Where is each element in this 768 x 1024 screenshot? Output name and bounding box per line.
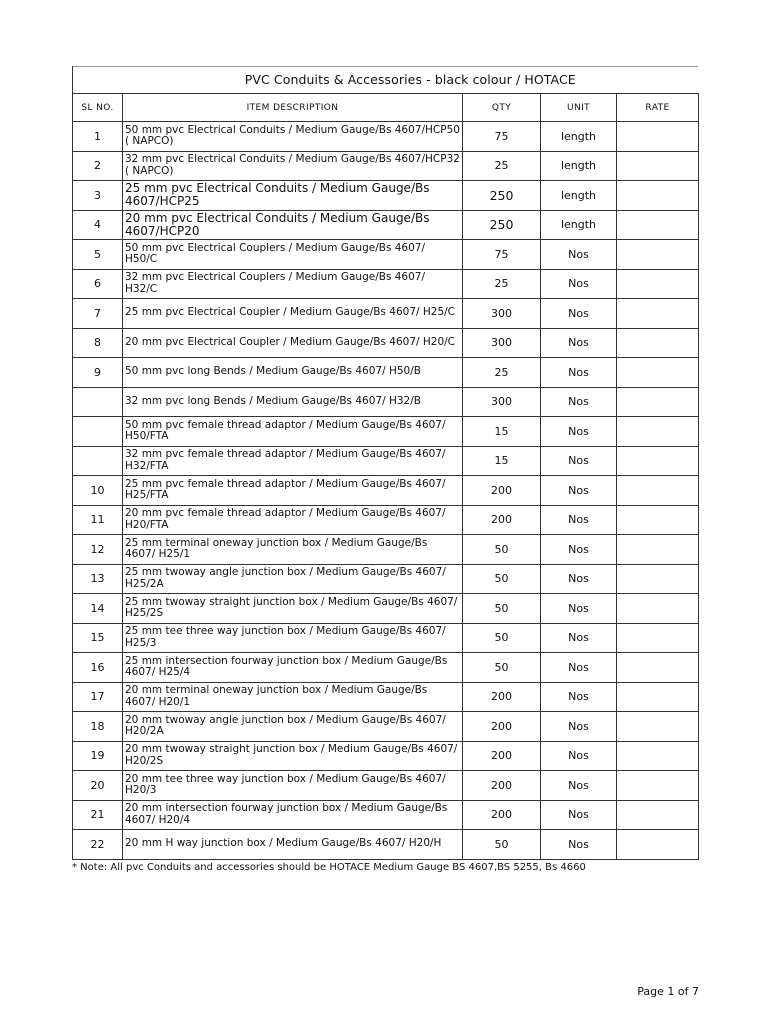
table-row xyxy=(73,594,699,624)
table-row xyxy=(73,712,699,742)
sl-cell: 4 xyxy=(73,210,123,240)
qty-cell: 50 xyxy=(463,623,541,653)
table-row xyxy=(73,210,699,240)
unit-cell: length xyxy=(541,210,617,240)
unit-cell: Nos xyxy=(541,830,617,860)
qty-cell: 50 xyxy=(463,535,541,565)
sl-cell: 3 xyxy=(73,181,123,211)
unit-cell: Nos xyxy=(541,594,617,624)
qty-cell: 200 xyxy=(463,682,541,712)
qty-cell: 25 xyxy=(463,151,541,181)
description-cell: 32 mm pvc Electrical Couplers / Medium Gauge/Bs 4607/ H32/C xyxy=(123,269,463,299)
sl-cell: 10 xyxy=(73,476,123,506)
description-cell: 32 mm pvc Electrical Conduits / Medium Gauge/Bs 4607/HCP32 ( NAPCO) xyxy=(123,151,463,181)
col-header-rate: RATE xyxy=(617,94,699,122)
rate-cell xyxy=(617,682,699,712)
unit-cell: length xyxy=(541,151,617,181)
sl-cell: 17 xyxy=(73,682,123,712)
unit-cell: Nos xyxy=(541,800,617,830)
qty-cell: 200 xyxy=(463,476,541,506)
unit-cell: Nos xyxy=(541,269,617,299)
rate-cell xyxy=(617,830,699,860)
sl-cell: 9 xyxy=(73,358,123,388)
description-cell: 20 mm terminal oneway junction box / Medium Gauge/Bs 4607/ H20/1 xyxy=(123,682,463,712)
description-cell: 20 mm twoway angle junction box / Medium Gauge/Bs 4607/ H20/2A xyxy=(123,712,463,742)
sl-cell: 8 xyxy=(73,328,123,358)
table-row xyxy=(73,741,699,771)
description-cell: 25 mm twoway angle junction box / Medium Gauge/Bs 4607/ H25/2A xyxy=(123,564,463,594)
table-row xyxy=(73,771,699,801)
unit-cell: Nos xyxy=(541,387,617,417)
description-cell: 25 mm tee three way junction box / Medium Gauge/Bs 4607/ H25/3 xyxy=(123,623,463,653)
unit-cell: length xyxy=(541,122,617,152)
table-row xyxy=(73,269,699,299)
description-cell: 32 mm pvc long Bends / Medium Gauge/Bs 4607/ H32/B xyxy=(123,387,463,417)
description-cell: 20 mm pvc Electrical Coupler / Medium Gauge/Bs 4607/ H20/C xyxy=(123,328,463,358)
description-cell: 20 mm pvc female thread adaptor / Medium Gauge/Bs 4607/ H20/FTA xyxy=(123,505,463,535)
title-spacer xyxy=(73,66,123,94)
table-row xyxy=(73,623,699,653)
unit-cell: length xyxy=(541,181,617,211)
rate-cell xyxy=(617,417,699,447)
description-cell: 50 mm pvc female thread adaptor / Medium Gauge/Bs 4607/ H50/FTA xyxy=(123,417,463,447)
qty-cell: 300 xyxy=(463,387,541,417)
table-row xyxy=(73,535,699,565)
qty-cell: 200 xyxy=(463,771,541,801)
qty-cell: 200 xyxy=(463,712,541,742)
sl-cell xyxy=(73,387,123,417)
rate-cell xyxy=(617,151,699,181)
qty-cell: 300 xyxy=(463,299,541,329)
header-row xyxy=(73,94,699,122)
table-row xyxy=(73,299,699,329)
rate-cell xyxy=(617,653,699,683)
sl-cell: 12 xyxy=(73,535,123,565)
table-row xyxy=(73,564,699,594)
rate-cell xyxy=(617,328,699,358)
unit-cell: Nos xyxy=(541,505,617,535)
sl-cell: 6 xyxy=(73,269,123,299)
sl-cell: 7 xyxy=(73,299,123,329)
unit-cell: Nos xyxy=(541,240,617,270)
qty-cell: 15 xyxy=(463,446,541,476)
description-cell: 32 mm pvc female thread adaptor / Medium Gauge/Bs 4607/ H32/FTA xyxy=(123,446,463,476)
description-cell: 50 mm pvc Electrical Conduits / Medium Gauge/Bs 4607/HCP50 ( NAPCO) xyxy=(123,122,463,152)
table-row xyxy=(73,830,699,860)
unit-cell: Nos xyxy=(541,682,617,712)
rate-cell xyxy=(617,269,699,299)
table-row xyxy=(73,358,699,388)
qty-cell: 300 xyxy=(463,328,541,358)
qty-cell: 15 xyxy=(463,417,541,447)
col-header-sl: SL NO. xyxy=(73,94,123,122)
table-row xyxy=(73,800,699,830)
sl-cell: 5 xyxy=(73,240,123,270)
footnote: * Note: All pvc Conduits and accessories should be HOTACE Medium Gauge BS 4607,BS 5255, Bs 4660 xyxy=(72,862,586,873)
sheet-title: PVC Conduits & Accessories - black colour / HOTACE xyxy=(123,66,699,94)
rate-cell xyxy=(617,181,699,211)
rate-cell xyxy=(617,210,699,240)
rate-cell xyxy=(617,358,699,388)
qty-cell: 50 xyxy=(463,653,541,683)
sl-cell: 2 xyxy=(73,151,123,181)
unit-cell: Nos xyxy=(541,417,617,447)
rate-cell xyxy=(617,387,699,417)
unit-cell: Nos xyxy=(541,446,617,476)
rate-cell xyxy=(617,771,699,801)
qty-cell: 25 xyxy=(463,358,541,388)
table-row xyxy=(73,122,699,152)
unit-cell: Nos xyxy=(541,328,617,358)
sl-cell: 20 xyxy=(73,771,123,801)
sl-cell: 11 xyxy=(73,505,123,535)
qty-cell: 75 xyxy=(463,122,541,152)
rate-cell xyxy=(617,299,699,329)
rate-cell xyxy=(617,741,699,771)
rate-cell xyxy=(617,446,699,476)
title-row xyxy=(73,66,699,94)
qty-cell: 250 xyxy=(463,210,541,240)
sl-cell: 13 xyxy=(73,564,123,594)
qty-cell: 50 xyxy=(463,830,541,860)
unit-cell: Nos xyxy=(541,623,617,653)
table-row xyxy=(73,682,699,712)
sl-cell: 22 xyxy=(73,830,123,860)
qty-cell: 75 xyxy=(463,240,541,270)
rate-cell xyxy=(617,564,699,594)
sl-cell xyxy=(73,446,123,476)
rate-cell xyxy=(617,505,699,535)
sl-cell: 18 xyxy=(73,712,123,742)
col-header-unit: UNIT xyxy=(541,94,617,122)
qty-cell: 200 xyxy=(463,505,541,535)
description-cell: 25 mm pvc Electrical Conduits / Medium Gauge/Bs 4607/HCP25 xyxy=(123,181,463,211)
unit-cell: Nos xyxy=(541,476,617,506)
table-row xyxy=(73,328,699,358)
unit-cell: Nos xyxy=(541,741,617,771)
rate-cell xyxy=(617,535,699,565)
unit-cell: Nos xyxy=(541,712,617,742)
rate-cell xyxy=(617,623,699,653)
table-row xyxy=(73,476,699,506)
rate-cell xyxy=(617,240,699,270)
qty-cell: 200 xyxy=(463,800,541,830)
sl-cell xyxy=(73,417,123,447)
qty-cell: 25 xyxy=(463,269,541,299)
description-cell: 20 mm pvc Electrical Conduits / Medium Gauge/Bs 4607/HCP20 xyxy=(123,210,463,240)
sl-cell: 21 xyxy=(73,800,123,830)
sl-cell: 1 xyxy=(73,122,123,152)
table-row xyxy=(73,446,699,476)
rate-cell xyxy=(617,122,699,152)
rate-cell xyxy=(617,712,699,742)
rate-cell xyxy=(617,800,699,830)
items-table-body xyxy=(73,66,699,859)
unit-cell: Nos xyxy=(541,564,617,594)
description-cell: 25 mm pvc female thread adaptor / Medium Gauge/Bs 4607/ H25/FTA xyxy=(123,476,463,506)
unit-cell: Nos xyxy=(541,771,617,801)
sl-cell: 16 xyxy=(73,653,123,683)
sl-cell: 15 xyxy=(73,623,123,653)
table-row xyxy=(73,240,699,270)
table-row xyxy=(73,653,699,683)
description-cell: 20 mm tee three way junction box / Medium Gauge/Bs 4607/ H20/3 xyxy=(123,771,463,801)
page-number: Page 1 of 7 xyxy=(637,985,699,998)
unit-cell: Nos xyxy=(541,535,617,565)
description-cell: 50 mm pvc long Bends / Medium Gauge/Bs 4607/ H50/B xyxy=(123,358,463,388)
unit-cell: Nos xyxy=(541,358,617,388)
sl-cell: 19 xyxy=(73,741,123,771)
unit-cell: Nos xyxy=(541,299,617,329)
description-cell: 25 mm terminal oneway junction box / Medium Gauge/Bs 4607/ H25/1 xyxy=(123,535,463,565)
description-cell: 25 mm twoway straight junction box / Medium Gauge/Bs 4607/ H25/2S xyxy=(123,594,463,624)
table-row xyxy=(73,151,699,181)
table-row xyxy=(73,417,699,447)
table-row xyxy=(73,505,699,535)
description-cell: 25 mm pvc Electrical Coupler / Medium Gauge/Bs 4607/ H25/C xyxy=(123,299,463,329)
qty-cell: 50 xyxy=(463,594,541,624)
col-header-description: ITEM DESCRIPTION xyxy=(123,94,463,122)
rate-cell xyxy=(617,594,699,624)
rate-cell xyxy=(617,476,699,506)
qty-cell: 50 xyxy=(463,564,541,594)
description-cell: 25 mm intersection fourway junction box / Medium Gauge/Bs 4607/ H25/4 xyxy=(123,653,463,683)
table-row xyxy=(73,387,699,417)
col-header-qty: QTY xyxy=(463,94,541,122)
sl-cell: 14 xyxy=(73,594,123,624)
items-table xyxy=(72,66,699,860)
description-cell: 20 mm H way junction box / Medium Gauge/Bs 4607/ H20/H xyxy=(123,830,463,860)
qty-cell: 250 xyxy=(463,181,541,211)
table-row xyxy=(73,181,699,211)
description-cell: 50 mm pvc Electrical Couplers / Medium Gauge/Bs 4607/ H50/C xyxy=(123,240,463,270)
unit-cell: Nos xyxy=(541,653,617,683)
description-cell: 20 mm twoway straight junction box / Medium Gauge/Bs 4607/ H20/2S xyxy=(123,741,463,771)
qty-cell: 200 xyxy=(463,741,541,771)
description-cell: 20 mm intersection fourway junction box / Medium Gauge/Bs 4607/ H20/4 xyxy=(123,800,463,830)
